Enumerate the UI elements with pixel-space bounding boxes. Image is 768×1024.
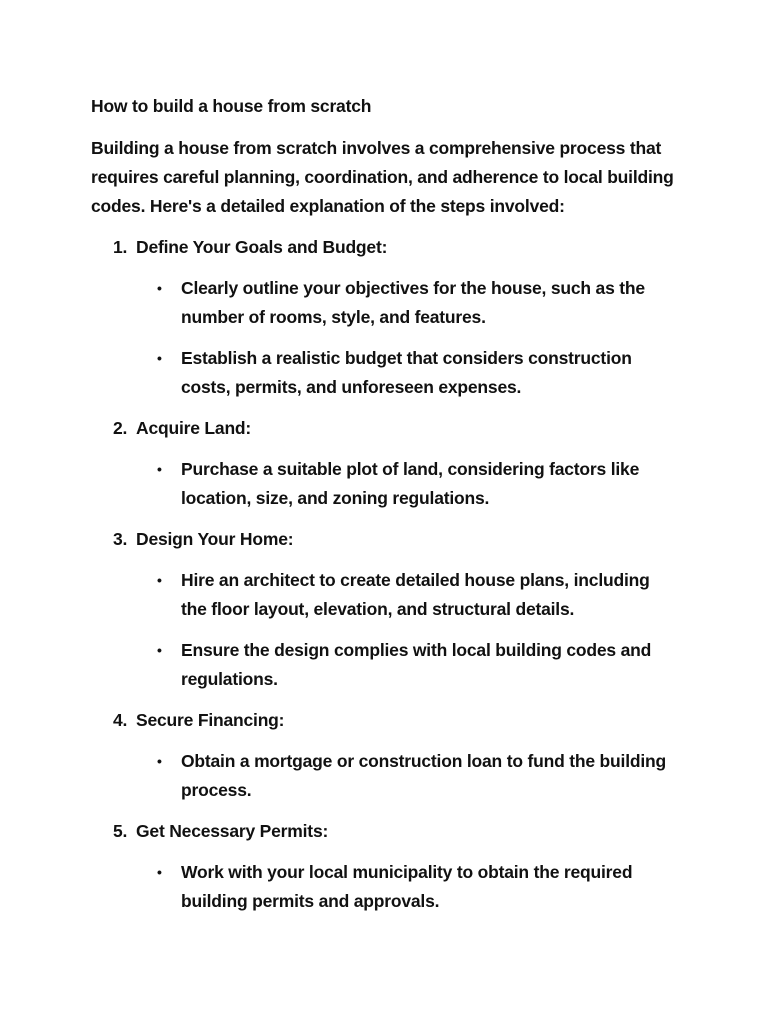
intro-paragraph: Building a house from scratch involves a comprehensive process that requires careful planning, coordination, and adherence to local building codes. Here's a detailed explanation of the steps involved: — [91, 138, 674, 216]
step-item — [91, 706, 691, 805]
step-heading — [113, 414, 691, 443]
step-item — [91, 233, 691, 402]
list-item — [91, 636, 691, 694]
step-number: 1. — [113, 237, 128, 257]
step-item — [91, 414, 691, 513]
step-number: 4. — [113, 710, 128, 730]
bullet-icon: • — [157, 864, 162, 880]
list-item — [91, 455, 691, 513]
bullet-icon: • — [157, 350, 162, 366]
bullet-icon: • — [157, 753, 162, 769]
bullet-text: Work with your local municipality to obtain the required building permits and approvals. — [181, 862, 633, 911]
bullet-icon: • — [157, 280, 162, 296]
document-page — [91, 94, 691, 928]
bullet-text: Obtain a mortgage or construction loan to fund the building process. — [181, 751, 666, 800]
list-item — [91, 858, 691, 916]
bullet-list — [91, 747, 691, 805]
step-heading-text: Acquire Land: — [136, 418, 252, 438]
bullet-list — [91, 455, 691, 513]
step-item — [91, 525, 691, 694]
step-number: 2. — [113, 418, 128, 438]
bullet-text: Hire an architect to create detailed house plans, including the floor layout, elevation, and structural details. — [181, 570, 650, 619]
bullet-text: Purchase a suitable plot of land, considering factors like location, size, and zoning regulations. — [181, 459, 640, 508]
step-heading-text: Design Your Home: — [136, 529, 294, 549]
step-heading — [113, 233, 691, 262]
bullet-text: Clearly outline your objectives for the house, such as the number of rooms, style, and features. — [181, 278, 645, 327]
bullet-icon: • — [157, 572, 162, 588]
document-title: How to build a house from scratch — [91, 96, 372, 116]
step-heading — [113, 525, 691, 554]
step-heading-text: Define Your Goals and Budget: — [136, 237, 388, 257]
list-item — [91, 344, 691, 402]
step-heading — [113, 817, 691, 846]
list-item — [91, 747, 691, 805]
bullet-icon: • — [157, 461, 162, 477]
step-heading — [113, 706, 691, 735]
step-item — [91, 817, 691, 916]
step-number: 5. — [113, 821, 128, 841]
bullet-text: Ensure the design complies with local building codes and regulations. — [181, 640, 652, 689]
bullet-text: Establish a realistic budget that considers construction costs, permits, and unforeseen expenses. — [181, 348, 632, 397]
steps-list — [91, 233, 691, 916]
step-number: 3. — [113, 529, 128, 549]
bullet-list — [91, 858, 691, 916]
list-item — [91, 566, 691, 624]
list-item — [91, 274, 691, 332]
bullet-list — [91, 274, 691, 402]
bullet-icon: • — [157, 642, 162, 658]
step-heading-text: Get Necessary Permits: — [136, 821, 329, 841]
bullet-list — [91, 566, 691, 694]
step-heading-text: Secure Financing: — [136, 710, 285, 730]
